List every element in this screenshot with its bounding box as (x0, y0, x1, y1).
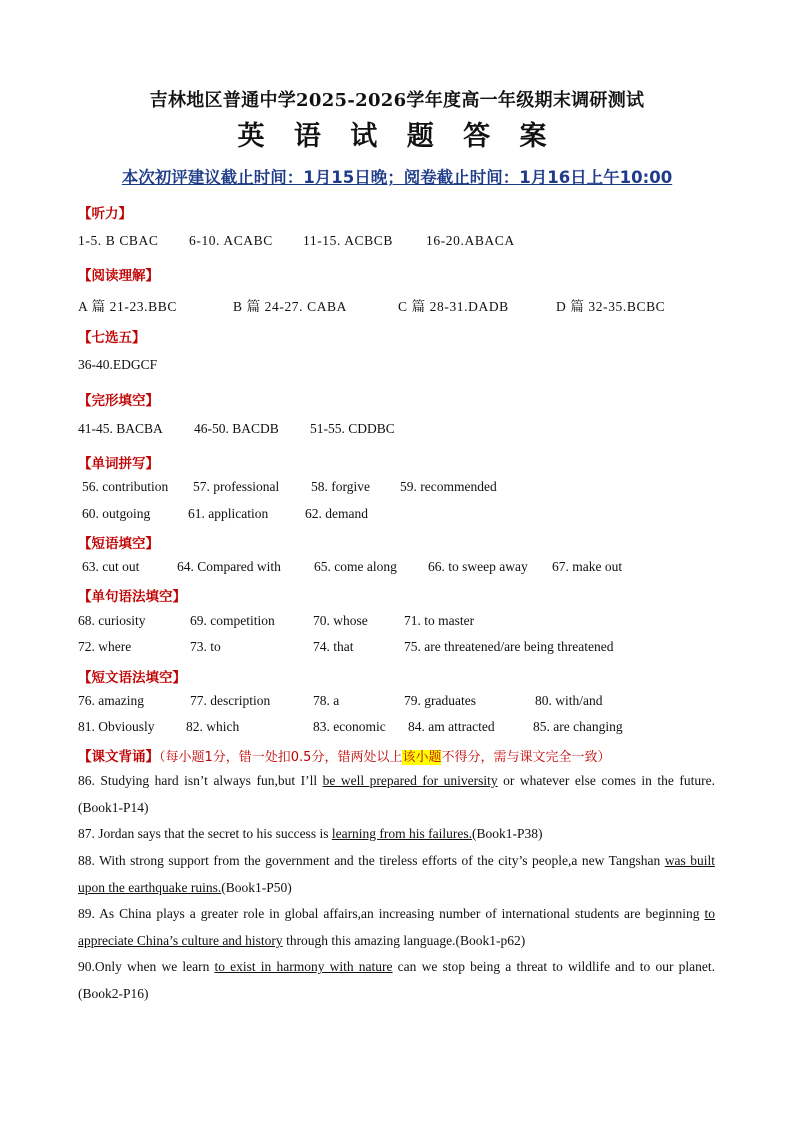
answer-item: 67. make out (552, 559, 623, 574)
answer-item: 75. are threatened/are being threatened (404, 639, 614, 654)
scoring-note-text: （每小题1分，错一处扣0.5分，错两处以上 (159, 750, 403, 765)
item-text: 86. Studying hard isn’t always fun,but I’ll (78, 773, 323, 788)
answer-item: 74. that (313, 639, 354, 654)
deadline-notice: 本次初评建议截止时间：1月15日晚；阅卷截止时间：1月16日上午10:00 (121, 168, 673, 187)
scoring-note-text: 不得分，需与课文完全一致） (441, 750, 611, 765)
answer-item: 71. to master (404, 613, 475, 628)
answer-item: 62. demand (305, 506, 368, 521)
answer-item: 83. economic (313, 719, 386, 734)
answer-item: 63. cut out (82, 559, 140, 574)
answer-item: 78. a (313, 693, 340, 708)
answer-group: B 篇 24-27. CABA (233, 299, 348, 314)
answer-item: 57. professional (193, 479, 280, 494)
section-heading-single-grammar: 【单句语法填空】 (78, 589, 186, 605)
answer-item: 70. whose (313, 613, 368, 628)
answer-item: 59. recommended (400, 479, 497, 494)
answer-item: 68. curiosity (78, 613, 146, 628)
answer-text: was built upon the earthquake ruins. (78, 853, 716, 895)
answer-group: 41-45. BACBA (78, 421, 163, 436)
answer-text: to appreciate China’s culture and history (78, 906, 715, 948)
highlighted-text: 该小题 (402, 750, 442, 765)
answer-item: 80. with/and (535, 693, 603, 708)
answer-group: 36-40.EDGCF (78, 357, 158, 372)
answer-text: learning from his failures. (331, 826, 473, 841)
answer-item: 77. description (190, 693, 271, 708)
exam-title: 吉林地区普通中学2025-2026学年度高一年级期末调研测试 (149, 90, 645, 111)
item-text: 89. As China plays a greater role in global affairs,an increasing number of international students are beginning (78, 906, 705, 921)
answer-group: A 篇 21-23.BBC (78, 299, 177, 314)
item-text: or whatever else comes in the future.(Book1-P14) (78, 773, 715, 815)
answer-item: 60. outgoing (82, 506, 151, 521)
answer-item: 65. come along (314, 559, 397, 574)
answer-group: C 篇 28-31.DADB (398, 299, 509, 314)
answer-key-title: 英 语 试 题 答 案 (237, 121, 557, 152)
answer-group: 11-15. ACBCB (303, 233, 393, 248)
answer-item: 69. competition (190, 613, 275, 628)
answer-item: 73. to (190, 639, 221, 654)
answer-item: 82. which (186, 719, 240, 734)
answer-item: 61. application (188, 506, 269, 521)
recitation-item-87 (78, 820, 715, 847)
section-heading-listening: 【听力】 (78, 206, 132, 222)
answer-group: 1-5. B CBAC (78, 233, 159, 248)
answer-text: be well prepared for university (322, 773, 498, 788)
answer-item: 58. forgive (311, 479, 370, 494)
scoring-note (159, 750, 610, 765)
section-heading-seven-five: 【七选五】 (78, 330, 146, 346)
item-text: (Book1-P38) (472, 826, 543, 841)
answer-group: D 篇 32-35.BCBC (556, 299, 666, 314)
answer-item: 72. where (78, 639, 132, 654)
answer-item: 66. to sweep away (428, 559, 528, 574)
recitation-item-90 (78, 953, 715, 1007)
recitation-heading-label: 【课文背诵】 (78, 749, 159, 765)
item-text: 88. With strong support from the government and the tireless efforts of the city’s people,a new Tangshan (78, 853, 665, 868)
answer-item: 76. amazing (78, 693, 144, 708)
answer-group: 16-20.ABACA (426, 233, 515, 248)
answer-item: 84. am attracted (408, 719, 495, 734)
section-heading-spelling: 【单词拼写】 (78, 456, 159, 472)
recitation-item-86 (78, 767, 715, 821)
answer-text: to exist in harmony with nature (214, 959, 393, 974)
recitation-item-89 (78, 900, 715, 954)
answer-group: 6-10. ACABC (189, 233, 273, 248)
answer-item: 64. Compared with (177, 559, 281, 574)
section-heading-passage-grammar: 【短文语法填空】 (78, 670, 186, 686)
section-heading-cloze: 【完形填空】 (78, 393, 159, 409)
item-text: can we stop being a threat to wildlife and to our planet.(Book2-P16) (78, 959, 715, 1001)
item-text: (Book1-P50) (221, 880, 292, 895)
item-text: through this amazing language.(Book1-p62) (282, 933, 526, 948)
answer-item: 85. are changing (533, 719, 623, 734)
answer-group: 51-55. CDDBC (310, 421, 395, 436)
section-heading-recitation (78, 745, 610, 765)
answer-item: 81. Obviously (78, 719, 155, 734)
answer-item: 79. graduates (404, 693, 476, 708)
recitation-item-88 (78, 847, 715, 901)
answer-group: 46-50. BACDB (194, 421, 279, 436)
section-heading-reading: 【阅读理解】 (78, 268, 159, 284)
section-heading-phrases: 【短语填空】 (78, 536, 159, 552)
item-text: 90.Only when we learn (78, 959, 215, 974)
answer-item: 56. contribution (82, 479, 169, 494)
item-text: 87. Jordan says that the secret to his success is (78, 826, 332, 841)
